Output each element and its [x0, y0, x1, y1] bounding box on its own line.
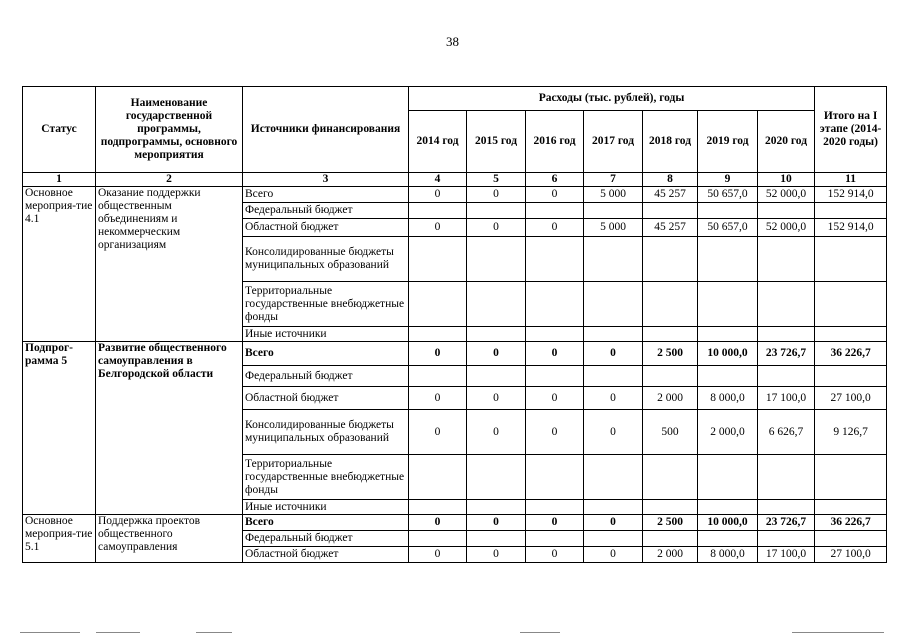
value-cell: 52 000,0	[758, 219, 815, 237]
value-cell	[526, 366, 584, 387]
value-cell	[467, 455, 526, 500]
value-cell	[698, 203, 758, 219]
value-cell	[643, 531, 698, 547]
source-cell: Федеральный бюджет	[243, 203, 409, 219]
value-cell	[643, 455, 698, 500]
source-cell: Консолидированные бюджеты муниципальных образований	[243, 237, 409, 282]
value-cell	[467, 366, 526, 387]
table-row	[23, 342, 887, 366]
value-cell: 0	[409, 410, 467, 455]
budget-table	[22, 86, 887, 563]
value-cell: 0	[584, 515, 643, 531]
value-cell	[815, 455, 887, 500]
value-cell: 0	[526, 219, 584, 237]
value-cell	[698, 327, 758, 342]
status-cell: Основное мероприя-тие 4.1	[23, 187, 96, 342]
program-name-cell: Поддержка проектов общественного самоуправления	[96, 515, 243, 563]
value-cell: 50 657,0	[698, 219, 758, 237]
value-cell: 0	[409, 515, 467, 531]
header-total: Итого на I этапе (2014-2020 годы)	[815, 87, 887, 173]
column-number: 9	[698, 173, 758, 187]
value-cell: 50 657,0	[698, 187, 758, 203]
value-cell	[643, 237, 698, 282]
source-cell: Федеральный бюджет	[243, 531, 409, 547]
value-cell	[526, 531, 584, 547]
value-cell	[815, 282, 887, 327]
value-cell	[584, 237, 643, 282]
value-cell: 0	[467, 219, 526, 237]
value-cell: 17 100,0	[758, 547, 815, 563]
value-cell: 152 914,0	[815, 219, 887, 237]
value-cell: 6 626,7	[758, 410, 815, 455]
value-cell: 17 100,0	[758, 387, 815, 410]
header-year: 2014 год	[409, 111, 467, 173]
value-cell	[467, 282, 526, 327]
value-cell	[584, 455, 643, 500]
value-cell	[409, 282, 467, 327]
program-name-cell: Развитие общественного самоуправления в Белгородской области	[96, 342, 243, 515]
value-cell: 0	[409, 547, 467, 563]
value-cell: 23 726,7	[758, 342, 815, 366]
column-number: 2	[96, 173, 243, 187]
value-cell	[584, 531, 643, 547]
value-cell	[815, 366, 887, 387]
value-cell: 36 226,7	[815, 342, 887, 366]
value-cell	[758, 455, 815, 500]
value-cell: 0	[409, 387, 467, 410]
column-number: 8	[643, 173, 698, 187]
value-cell	[698, 531, 758, 547]
value-cell	[526, 203, 584, 219]
value-cell	[815, 327, 887, 342]
value-cell	[526, 237, 584, 282]
column-number: 6	[526, 173, 584, 187]
header-year: 2016 год	[526, 111, 584, 173]
value-cell	[526, 282, 584, 327]
status-cell: Основное мероприя-тие 5.1	[23, 515, 96, 563]
header-year: 2017 год	[584, 111, 643, 173]
table-row	[23, 515, 887, 531]
value-cell	[409, 327, 467, 342]
value-cell	[584, 203, 643, 219]
value-cell: 0	[467, 187, 526, 203]
value-cell: 2 000,0	[698, 410, 758, 455]
column-number: 11	[815, 173, 887, 187]
source-cell: Областной бюджет	[243, 219, 409, 237]
value-cell: 23 726,7	[758, 515, 815, 531]
value-cell: 45 257	[643, 187, 698, 203]
value-cell	[815, 500, 887, 515]
value-cell	[526, 455, 584, 500]
value-cell	[526, 500, 584, 515]
value-cell: 0	[526, 515, 584, 531]
value-cell: 500	[643, 410, 698, 455]
column-number: 1	[23, 173, 96, 187]
value-cell	[815, 203, 887, 219]
value-cell: 0	[526, 410, 584, 455]
value-cell	[815, 531, 887, 547]
value-cell	[698, 366, 758, 387]
source-cell: Всего	[243, 515, 409, 531]
column-number: 10	[758, 173, 815, 187]
value-cell	[698, 237, 758, 282]
status-cell: Подпрог-рамма 5	[23, 342, 96, 515]
value-cell	[698, 282, 758, 327]
page-number: 38	[446, 34, 459, 49]
source-cell: Федеральный бюджет	[243, 366, 409, 387]
value-cell	[758, 531, 815, 547]
value-cell	[758, 203, 815, 219]
value-cell	[409, 203, 467, 219]
value-cell	[409, 366, 467, 387]
value-cell: 27 100,0	[815, 387, 887, 410]
value-cell: 152 914,0	[815, 187, 887, 203]
value-cell: 0	[467, 387, 526, 410]
value-cell: 8 000,0	[698, 547, 758, 563]
value-cell: 52 000,0	[758, 187, 815, 203]
value-cell	[815, 237, 887, 282]
value-cell: 5 000	[584, 187, 643, 203]
value-cell	[643, 366, 698, 387]
source-cell: Иные источники	[243, 500, 409, 515]
value-cell: 2 500	[643, 515, 698, 531]
value-cell	[643, 203, 698, 219]
value-cell: 0	[409, 342, 467, 366]
value-cell: 0	[584, 387, 643, 410]
value-cell: 0	[409, 219, 467, 237]
value-cell: 10 000,0	[698, 515, 758, 531]
value-cell: 0	[467, 410, 526, 455]
value-cell: 0	[409, 187, 467, 203]
program-name-cell: Оказание поддержки общественным объединениям и некоммерческим организациям	[96, 187, 243, 342]
value-cell: 0	[526, 187, 584, 203]
value-cell	[643, 500, 698, 515]
header-year: 2019 год	[698, 111, 758, 173]
value-cell	[698, 500, 758, 515]
value-cell	[409, 237, 467, 282]
value-cell	[467, 203, 526, 219]
value-cell	[467, 327, 526, 342]
value-cell: 27 100,0	[815, 547, 887, 563]
value-cell	[584, 327, 643, 342]
source-cell: Всего	[243, 187, 409, 203]
value-cell: 45 257	[643, 219, 698, 237]
value-cell: 0	[584, 410, 643, 455]
value-cell: 0	[526, 387, 584, 410]
value-cell: 8 000,0	[698, 387, 758, 410]
column-number: 4	[409, 173, 467, 187]
header-year: 2015 год	[467, 111, 526, 173]
value-cell: 0	[526, 547, 584, 563]
value-cell	[758, 366, 815, 387]
value-cell	[758, 500, 815, 515]
value-cell	[643, 327, 698, 342]
source-cell: Всего	[243, 342, 409, 366]
value-cell	[409, 455, 467, 500]
value-cell: 0	[584, 547, 643, 563]
header-year: 2020 год	[758, 111, 815, 173]
value-cell	[584, 366, 643, 387]
value-cell	[467, 500, 526, 515]
value-cell	[467, 531, 526, 547]
value-cell	[409, 531, 467, 547]
value-cell: 0	[467, 547, 526, 563]
header-expenses: Расходы (тыс. рублей), годы	[409, 87, 815, 111]
value-cell	[758, 327, 815, 342]
source-cell: Консолидированные бюджеты муниципальных образований	[243, 410, 409, 455]
value-cell: 9 126,7	[815, 410, 887, 455]
value-cell	[758, 282, 815, 327]
source-cell: Областной бюджет	[243, 387, 409, 410]
source-cell: Областной бюджет	[243, 547, 409, 563]
value-cell: 0	[584, 342, 643, 366]
value-cell: 0	[526, 342, 584, 366]
value-cell: 0	[467, 515, 526, 531]
value-cell: 2 000	[643, 547, 698, 563]
value-cell	[409, 500, 467, 515]
value-cell	[526, 327, 584, 342]
value-cell	[467, 237, 526, 282]
header-name: Наименование государственной программы, подпрограммы, основного мероприятия	[96, 87, 243, 173]
header-year: 2018 год	[643, 111, 698, 173]
value-cell: 36 226,7	[815, 515, 887, 531]
table-row	[23, 187, 887, 203]
value-cell: 5 000	[584, 219, 643, 237]
value-cell	[584, 500, 643, 515]
column-number: 7	[584, 173, 643, 187]
header-sources: Источники финансирования	[243, 87, 409, 173]
value-cell: 2 500	[643, 342, 698, 366]
source-cell: Иные источники	[243, 327, 409, 342]
value-cell: 10 000,0	[698, 342, 758, 366]
column-number: 5	[467, 173, 526, 187]
value-cell	[643, 282, 698, 327]
value-cell: 2 000	[643, 387, 698, 410]
source-cell: Территориальные государственные внебюджетные фонды	[243, 282, 409, 327]
value-cell	[584, 282, 643, 327]
column-number: 3	[243, 173, 409, 187]
value-cell	[758, 237, 815, 282]
header-status: Статус	[23, 87, 96, 173]
value-cell: 0	[467, 342, 526, 366]
source-cell: Территориальные государственные внебюджетные фонды	[243, 455, 409, 500]
value-cell	[698, 455, 758, 500]
